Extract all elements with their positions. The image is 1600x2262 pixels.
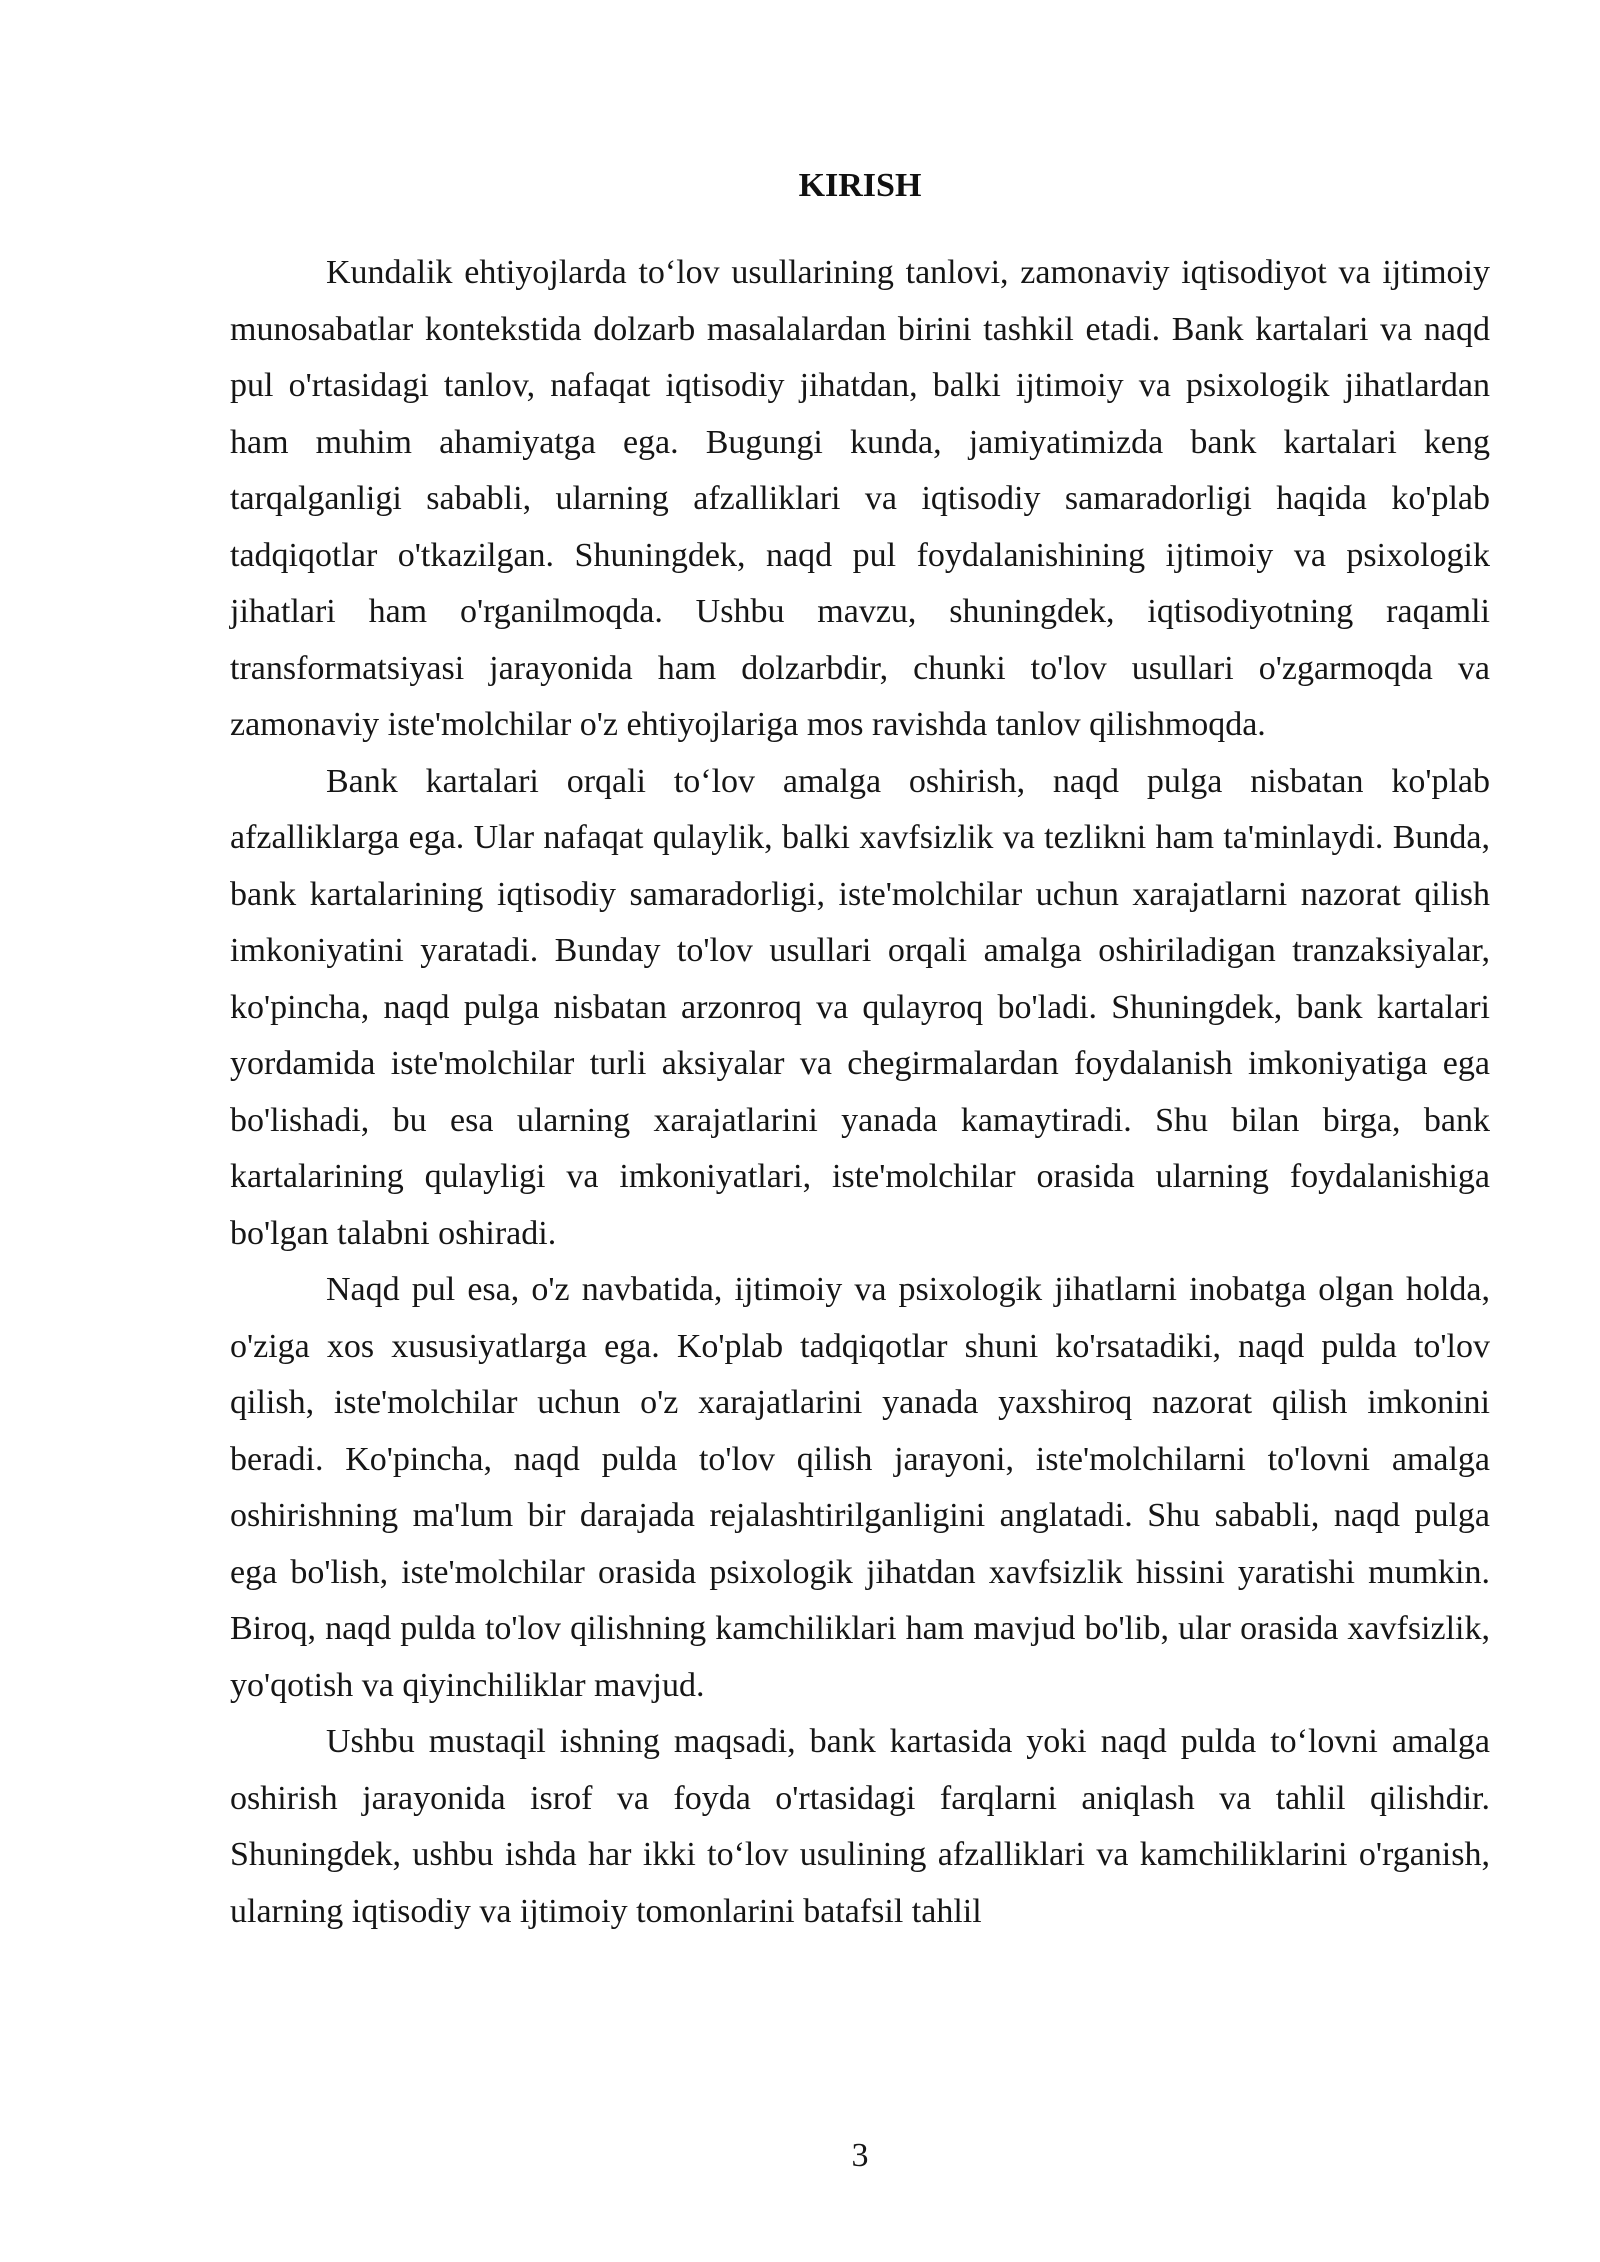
paragraph-1: Kundalik ehtiyojlarda to‘lov usullarining tanlovi, zamonaviy iqtisodiyot va ijtimoiy munosabatlar kontekstida dolzarb masalalardan birini tashkil etadi. Bank kartalari va naqd pul o'rtasidagi tanlov, nafaqat iqtisodiy jihatdan, balki ijtimoiy va psixologik jihatlardan ham muhim ahamiyatga ega. Bugungi kunda, jamiyatimizda bank kartalari keng tarqalganligi sababli, ularning afzalliklari va iqtisodiy samaradorligi haqida ko'plab tadqiqotlar o'tkazilgan. Shuningdek, naqd pul foydalanishining ijtimoiy va psixologik jihatlari ham o'rganilmoqda. Ushbu mavzu, shuningdek, iqtisodiyotning raqamli transformatsiyasi jarayonida ham dolzarbdir, chunki to'lov usullari o'zgarmoqda va zamonaviy iste'molchilar o'z ehtiyojlariga mos ravishda tanlov qilishmoqda. bbox=[230, 254, 1490, 743]
paragraph-2: Bank kartalari orqali to‘lov amalga oshirish, naqd pulga nisbatan ko'plab afzalliklarga ega. Ular nafaqat qulaylik, balki xavfsizlik va tezlikni ham ta'minlaydi. Bunda, bank kartalarining iqtisodiy samaradorligi, iste'molchilar uchun xarajatlarni nazorat qilish imkoniyatini yaratadi. Bunday to'lov usullari orqali amalga oshiriladigan tranzaksiyalar, ko'pincha, naqd pulga nisbatan arzonroq va qulayroq bo'ladi. Shuningdek, bank kartalari yordamida iste'molchilar turli aksiyalar va chegirmalardan foydalanish imkoniyatiga ega bo'lishadi, bu esa ularning xarajatlarini yanada kamaytiradi. Shu bilan birga, bank kartalarining qulayligi va imkoniyatlari, iste'molchilar orasida ularning foydalanishiga bo'lgan talabni oshiradi. bbox=[230, 762, 1490, 1252]
page-number: 3 bbox=[851, 2137, 869, 2174]
paragraph-3: Naqd pul esa, o'z navbatida, ijtimoiy va psixologik jihatlarni inobatga olgan holda, o'ziga xos xususiyatlarga ega. Ko'plab tadqiqotlar shuni ko'rsatadiki, naqd pulda to'lov qilish, iste'molchilar uchun o'z xarajatlarini yanada yaxshiroq nazorat qilish imkonini beradi. Ko'pincha, naqd pulda to'lov qilish jarayoni, iste'molchilarni to'lovni amalga oshirishning ma'lum bir darajada rejalashtirilganligini anglatadi. Shu sababli, naqd pulga ega bo'lish, iste'molchilar orasida psixologik jihatdan xavfsizlik hissini yaratishi mumkin. Biroq, naqd pulda to'lov qilishning kamchiliklari ham mavjud bo'lib, ular orasida xavfsizlik, yo'qotish va qiyinchiliklar mavjud. bbox=[230, 1271, 1490, 1704]
page-title: KIRISH bbox=[798, 167, 922, 204]
document-body bbox=[230, 245, 1490, 1940]
paragraph-4: Ushbu mustaqil ishning maqsadi, bank kartasida yoki naqd pulda to‘lovni amalga oshirish jarayonida isrof va foyda o'rtasidagi farqlarni aniqlash va tahlil qilishdir. Shuningdek, ushbu ishda har ikki to‘lov usulining afzalliklari va kamchiliklarini o'rganish, ularning iqtisodiy va ijtimoiy tomonlarini batafsil tahlil bbox=[230, 1723, 1490, 1930]
